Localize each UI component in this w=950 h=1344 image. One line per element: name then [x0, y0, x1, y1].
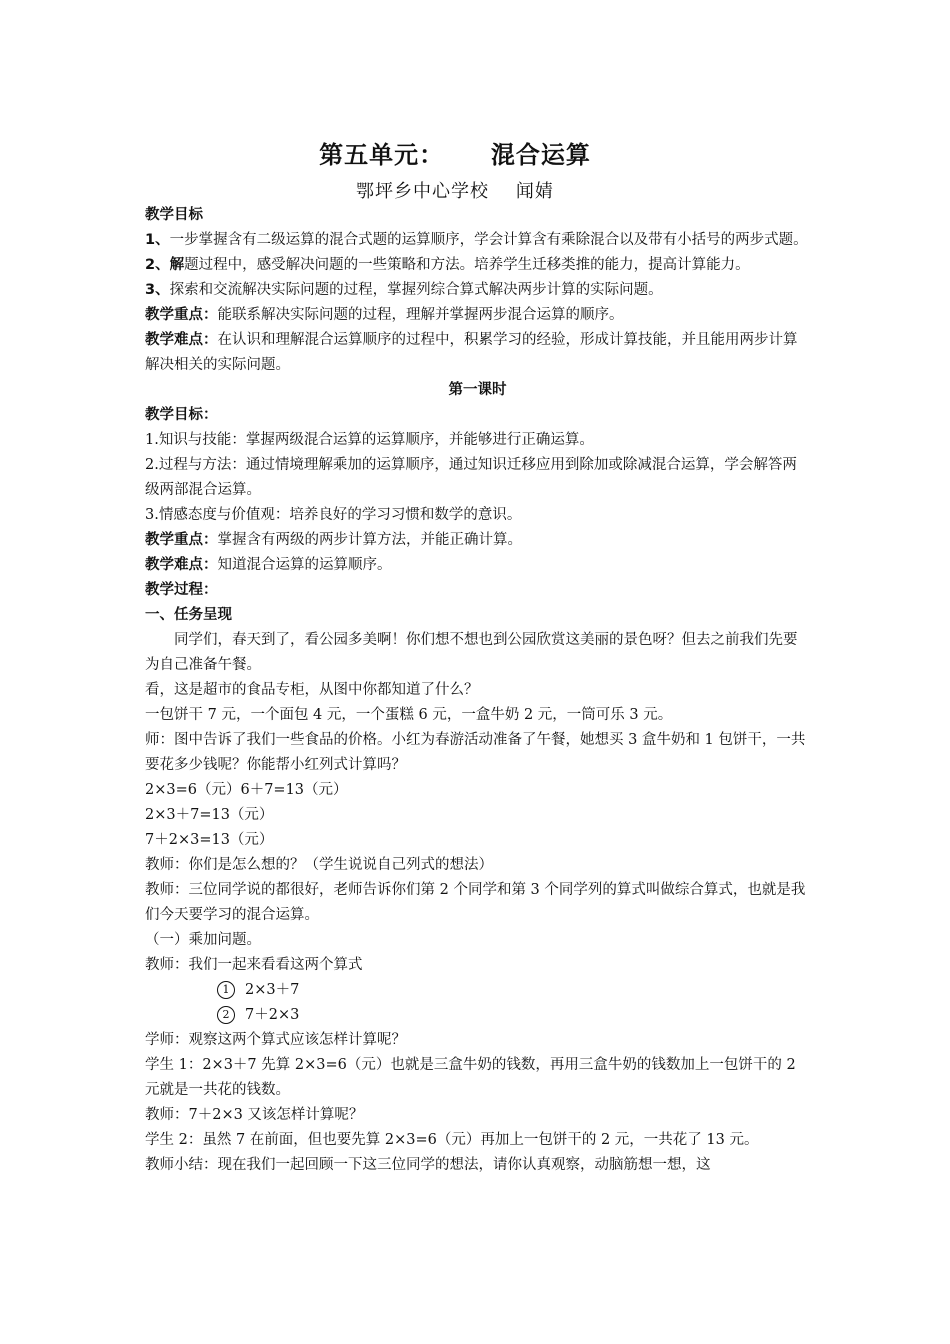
lesson-1-goals-heading: 教学目标： — [145, 407, 218, 423]
lesson-1-goal-1: 1.知识与技能：掌握两级混合运算的运算顺序，并能够进行正确运算。 — [145, 432, 594, 448]
document-body — [145, 203, 810, 1178]
goal-3-number: 3、 — [145, 282, 170, 298]
goal-2-number: 2、 — [145, 257, 170, 273]
goal-1-text: 一步掌握含有二级运算的混合式题的运算顺序，学会计算含有乘除混合以及带有小括号的两步式题。 — [169, 232, 808, 248]
paragraph-observe: 学师：观察这两个算式应该怎样计算呢？ — [145, 1032, 406, 1048]
author-line: 鄂坪乡中心学校 闻婧 — [356, 181, 554, 202]
subsection-1-heading: （一）乘加问题。 — [145, 932, 261, 948]
paragraph-teacher-question: 师：图中告诉了我们一些食品的价格。小红为春游活动准备了午餐，她想买 3 盒牛奶和 1 包饼干，一共要花多少钱呢？你能帮小红列式计算吗？ — [145, 732, 806, 773]
difficulty-label: 教学难点： — [145, 332, 218, 348]
key-point — [145, 303, 810, 328]
process-heading: 教学过程： — [145, 582, 218, 598]
goals-heading: 教学目标 — [145, 207, 203, 223]
lesson-1-key-label: 教学重点： — [145, 532, 218, 548]
goal-2-bold: 解 — [169, 257, 185, 273]
goal-3-text: 探索和交流解决实际问题的过程，掌握列综合算式解决两步计算的实际问题。 — [169, 282, 663, 298]
lesson-1-key — [145, 528, 810, 553]
difficulty — [145, 328, 810, 378]
expression-1 — [145, 978, 810, 1003]
paragraph-student-2: 学生 2：虽然 7 在前面，但也要先算 2×3=6（元）再加上一包饼干的 2 元，一共花了 13 元。 — [145, 1132, 759, 1148]
paragraph-teacher-ask: 教师：你们是怎么想的？（学生说说自己列式的想法） — [145, 857, 493, 873]
lesson-1-goal-3: 3.情感态度与价值观：培养良好的学习习惯和数学的意识。 — [145, 507, 522, 523]
expression-2 — [145, 1003, 810, 1028]
unit-title: 第五单元： 混合运算 — [319, 141, 591, 169]
expression-2-text: 7＋2×3 — [245, 1007, 300, 1023]
paragraph-intro: 同学们，春天到了，看公园多美啊！你们想不想也到公园欣赏这美丽的景色呀？但去之前我们先要为自己准备午餐。 — [145, 632, 798, 673]
paragraph-look-together: 教师：我们一起来看看这两个算式 — [145, 957, 363, 973]
lesson-1-goal-2: 2.过程与方法：通过情境理解乘加的运算顺序，通过知识迁移应用到除加或除减混合运算，学会解答两级两部混合运算。 — [145, 457, 797, 498]
equation-3: 7＋2×3=13（元） — [145, 832, 274, 848]
goal-2-text: 题过程中，感受解决问题的一些策略和方法。培养学生迁移类推的能力，提高计算能力。 — [184, 257, 750, 273]
key-text: 能联系解决实际问题的过程，理解并掌握两步混合运算的顺序。 — [217, 307, 624, 323]
lesson-1-difficulty-text: 知道混合运算的运算顺序。 — [217, 557, 392, 573]
goal-1-number: 1、 — [145, 232, 170, 248]
paragraph-student-1: 学生 1：2×3＋7 先算 2×3=6（元）也就是三盒牛奶的钱数，再用三盒牛奶的钱数加上一包饼干的 2 元就是一共花的钱数。 — [145, 1057, 796, 1098]
goal-2 — [145, 253, 810, 278]
lesson-1-key-text: 掌握含有两级的两步计算方法，并能正确计算。 — [217, 532, 522, 548]
goal-1 — [145, 228, 810, 253]
goal-3 — [145, 278, 810, 303]
paragraph-teacher-summary: 教师小结：现在我们一起回顾一下这三位同学的想法，请你认真观察，动脑筋想一想，这 — [145, 1157, 711, 1173]
equation-1: 2×3=6（元）6＋7=13（元） — [145, 782, 348, 798]
lesson-1-difficulty-label: 教学难点： — [145, 557, 218, 573]
equation-2: 2×3＋7=13（元） — [145, 807, 274, 823]
circled-number-1: 1 — [217, 981, 235, 999]
paragraph-prices: 一包饼干 7 元，一个面包 4 元，一个蛋糕 6 元，一盒牛奶 2 元，一筒可乐 3 元。 — [145, 707, 673, 723]
section-1-heading: 一、任务呈现 — [145, 607, 232, 623]
circled-number-2: 2 — [217, 1006, 235, 1024]
paragraph-teacher-explain: 教师：三位同学说的都很好，老师告诉你们第 2 个同学和第 3 个同学列的算式叫做综合算式，也就是我们今天要学习的混合运算。 — [145, 882, 806, 923]
paragraph-look: 看，这是超市的食品专柜，从图中你都知道了什么？ — [145, 682, 479, 698]
difficulty-text: 在认识和理解混合运算顺序的过程中，积累学习的经验，形成计算技能，并且能用两步计算解决相关的实际问题。 — [145, 332, 798, 373]
key-label: 教学重点： — [145, 307, 218, 323]
lesson-1-title: 第一课时 — [448, 382, 507, 398]
paragraph-teacher-followup: 教师：7＋2×3 又该怎样计算呢？ — [145, 1107, 364, 1123]
expression-1-text: 2×3＋7 — [245, 982, 300, 998]
lesson-1-difficulty — [145, 553, 810, 578]
